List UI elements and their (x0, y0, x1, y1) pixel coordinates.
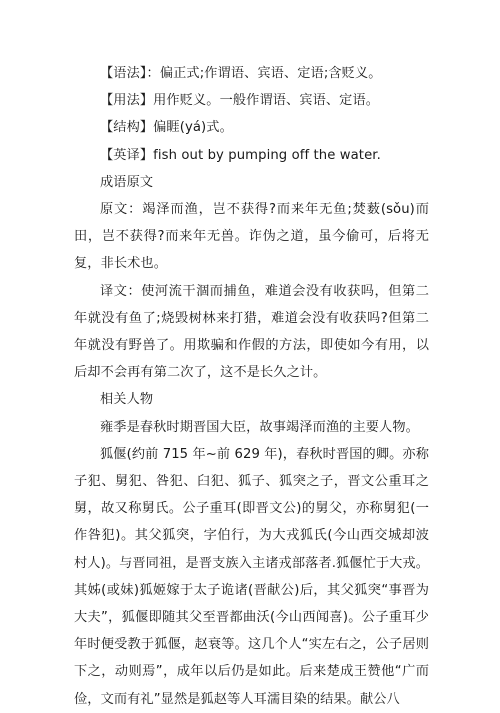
paragraph-usage: 【用法】用作贬义。一般作谓语、宾语、定语。 (100, 93, 380, 109)
document-body (74, 60, 429, 713)
heading-original-text: 成语原文 (100, 174, 154, 190)
paragraph-original: 原文：竭泽而渔，岂不获得?而来年无鱼;焚薮(sǒu)而田，岂不获得?而来年无兽。诈伪之道，虽今偷可，后将无复，非长术也。 (74, 202, 429, 272)
paragraph-huyan: 狐偃(约前 715 年~前 629 年)，春秋时晋国的卿。亦称子犯、舅犯、咎犯、臼犯、狐子、狐突之子，晋文公重耳之舅，故又称舅氏。公子重耳(即晋文公)的舅父，亦称舅犯(一作咎犯)。其父狐突，字伯行，为大戎狐氏(今山西交城却波村人)。与晋同祖，是晋支族入主诸戎部落者.狐偃忙于大戎。其姊(或妹)狐姬嫁于太子诡诸(晋献公)后，其父狐突“事晋为大夫”，狐偃即随其父至晋都曲沃(今山西闻喜)。公子重耳少年时便受教于狐偃，赵衰等。这几个人“实左右之，公子居则下之，动则焉”，成年以后仍是如此。后来楚成王赞他“广而俭，文而有礼”显然是狐赵等人耳濡目染的结果。献公八 (74, 446, 430, 707)
paragraph-english: 【英译】fish out by pumping off the water. (100, 147, 381, 163)
paragraph-yongji: 雍季是春秋时期晋国大臣，故事竭泽而渔的主要人物。 (100, 419, 419, 435)
heading-related-people: 相关人物 (100, 392, 154, 408)
paragraph-grammar: 【语法】：偏正式;作谓语、宾语、定语;含贬义。 (100, 66, 382, 81)
paragraph-structure: 【结构】偏睚(yá)式。 (100, 120, 233, 136)
paragraph-translation: 译文：使河流干涸而捕鱼，难道会没有收获吗，但第二年就没有鱼了;烧毁树林来打猎，难道会没有收获吗?但第二年就没有野兽了。用欺骗和作假的方法，即使如今有用，以后却不会再有第二次了，这不是长久之计。 (74, 283, 429, 381)
